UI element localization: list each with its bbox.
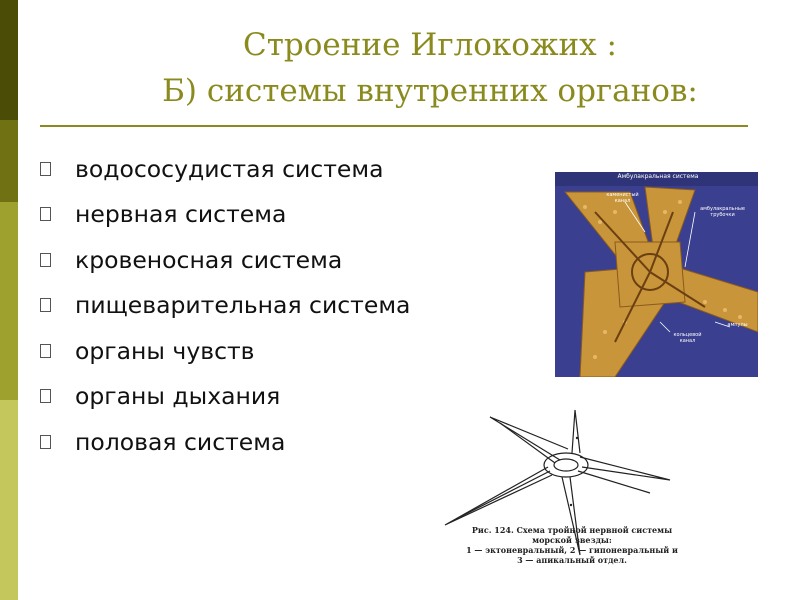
title-line-1: Строение Иглокожих : [243, 27, 617, 63]
title-line-2: Б) системы внутренних органов: [162, 73, 698, 109]
title-underline [40, 125, 748, 127]
slide-title [60, 22, 800, 114]
list-item-label: пищеварительная система [75, 291, 411, 320]
bullet-box-icon [40, 298, 51, 312]
list-item-label: водососудистая система [75, 154, 384, 183]
list-item [40, 419, 410, 465]
bullet-box-icon [40, 389, 51, 403]
photo-heading: Амбулакральная система [617, 173, 699, 180]
caption-line-4: 3 — апикальный отдел. [517, 555, 627, 565]
bullet-box-icon [40, 162, 51, 176]
figure-caption [452, 525, 692, 565]
bullet-box-icon [40, 207, 51, 221]
list-item-label: нервная система [75, 200, 287, 229]
list-item-label: кровеносная система [75, 245, 343, 274]
list-item [40, 237, 410, 283]
stripe-segment-light [0, 202, 18, 400]
list-item [40, 374, 410, 420]
bullet-box-icon [40, 344, 51, 358]
caption-line-3: 1 — эктоневральный, 2 — гипоневральный и [466, 545, 678, 555]
list-item [40, 192, 410, 238]
bullet-box-icon [40, 435, 51, 449]
side-decoration-stripe [0, 0, 18, 600]
stripe-segment-pale [0, 400, 18, 600]
organ-systems-list [40, 146, 410, 465]
caption-line-1: Рис. 124. Схема тройной нервной системы [471, 525, 673, 535]
stripe-segment-mid [0, 120, 18, 202]
list-item-label: органы чувств [75, 336, 255, 365]
bullet-box-icon [40, 253, 51, 267]
list-item [40, 146, 410, 192]
photo-label-tube-feet: амбулакральные трубочки [700, 206, 745, 218]
stripe-segment-dark [0, 0, 18, 120]
list-item [40, 283, 410, 329]
photo-label-ampullae: ампулы [727, 322, 748, 328]
caption-line-2: морской звезды: [532, 535, 612, 545]
photo-label-stone-canal: каменистый канал [606, 192, 639, 204]
list-item-label: органы дыхания [75, 382, 281, 411]
ambulacral-system-photo [555, 172, 758, 377]
photo-label-ring-canal: кольцевой канал [673, 332, 702, 344]
list-item [40, 328, 410, 374]
list-item-label: половая система [75, 427, 286, 456]
